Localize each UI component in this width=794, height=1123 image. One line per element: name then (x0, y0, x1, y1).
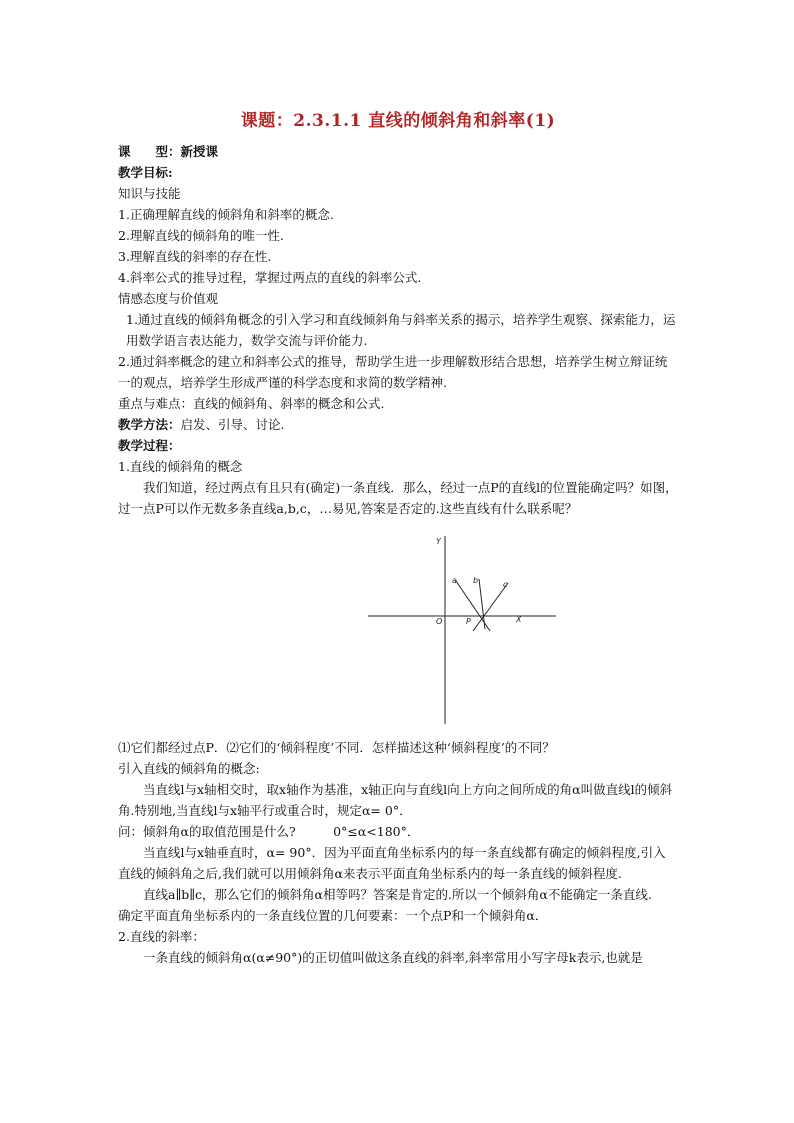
question: 问：倾斜角α的取值范围是什么? 0°≤α<180°． (118, 824, 420, 839)
coordinate-diagram (118, 531, 678, 731)
emotion-heading: 情感态度与价值观 (118, 291, 219, 306)
knowledge-item: 1.正确理解直线的倾斜角和斜率的概念. (118, 207, 334, 222)
course-type-label: 课 型： (118, 144, 181, 159)
line-c-label: c (503, 580, 508, 589)
section1-heading: 1.直线的倾斜角的概念 (118, 459, 243, 474)
keypoints: 重点与难点：直线的倾斜角、斜率的概念和公式. (118, 396, 385, 411)
x-axis-label: X (516, 615, 522, 624)
knowledge-item: 4.斜率公式的推导过程，掌握过两点的直线的斜率公式. (118, 270, 422, 285)
method-row (118, 414, 678, 435)
course-type-row (118, 141, 678, 162)
section2-heading: 2.直线的斜率： (118, 929, 205, 944)
knowledge-heading: 知识与技能 (118, 186, 181, 201)
emotion-item: 2.通过斜率概念的建立和斜率公式的推导，帮助学生进一步理解数形结合思想，培养学生树立辩证统一的观点，培养学生形成严谨的科学态度和求简的数学精神. (118, 354, 668, 390)
paragraph: 当直线l与x轴垂直时，α= 90°．因为平面直角坐标系内的每一条直线都有确定的倾斜程度,引入直线的倾斜角之后,我们就可以用倾斜角α来表示平面直角坐标系内的每一条直线的倾斜程度. (118, 845, 666, 881)
paragraph: 确定平面直角坐标系内的一条直线位置的几何要素：一个点P和一个倾斜角α． (118, 908, 548, 923)
document-page (118, 100, 678, 968)
method-value: 启发、引导、讨论. (180, 417, 285, 432)
objectives-heading: 教学目标: (118, 165, 173, 180)
knowledge-item: 3.理解直线的斜率的存在性. (118, 249, 272, 264)
paragraph: 当直线l与x轴相交时，取x轴作为基准，x轴正向与直线l向上方向之间所成的角α叫做直线l的倾斜角.特别地,当直线l与x轴平行或重合时，规定α= 0°． (118, 782, 673, 818)
emotion-item: 1.通过直线的倾斜角概念的引入学习和直线倾斜角与斜率关系的揭示，培养学生观察、探索能力，运用数学语言表达能力，数学交流与评价能力. (126, 312, 676, 348)
y-axis-label: Y (436, 537, 441, 546)
coordinate-figure (118, 531, 678, 731)
paragraph: 直线a∥b∥c，那么它们的倾斜角α相等吗？答案是肯定的.所以一个倾斜角α不能确定一条直线. (143, 887, 652, 902)
page-title: 课题：2.3.1.1 直线的倾斜角和斜率(1) (240, 111, 556, 131)
paragraph: 一条直线的倾斜角α(α≠90°)的正切值叫做这条直线的斜率,斜率常用小写字母k表示,也就是 (143, 950, 643, 965)
process-heading: 教学过程： (118, 438, 181, 453)
line-b-label: b (473, 576, 479, 585)
course-type-value: 新授课 (180, 144, 219, 159)
line-a (456, 581, 490, 631)
line-c (473, 583, 508, 631)
paragraph: 我们知道，经过两点有且只有(确定)一条直线．那么，经过一点P的直线l的位置能确定吗？如图，过一点P可以作无数多条直线a,b,c，…易见,答案是否定的.这些直线有什么联系呢？ (118, 480, 678, 516)
paragraph: 引入直线的倾斜角的概念: (118, 761, 260, 776)
method-label: 教学方法： (118, 417, 181, 432)
line-a-label: a (452, 576, 457, 585)
point-p-label: P (466, 617, 471, 626)
paragraph: ⑴它们都经过点P．⑵它们的‘倾斜程度’不同．怎样描述这种‘倾斜程度’的不同？ (118, 740, 555, 755)
knowledge-item: 2.理解直线的倾斜角的唯一性. (118, 228, 284, 243)
origin-label: O (436, 617, 443, 626)
